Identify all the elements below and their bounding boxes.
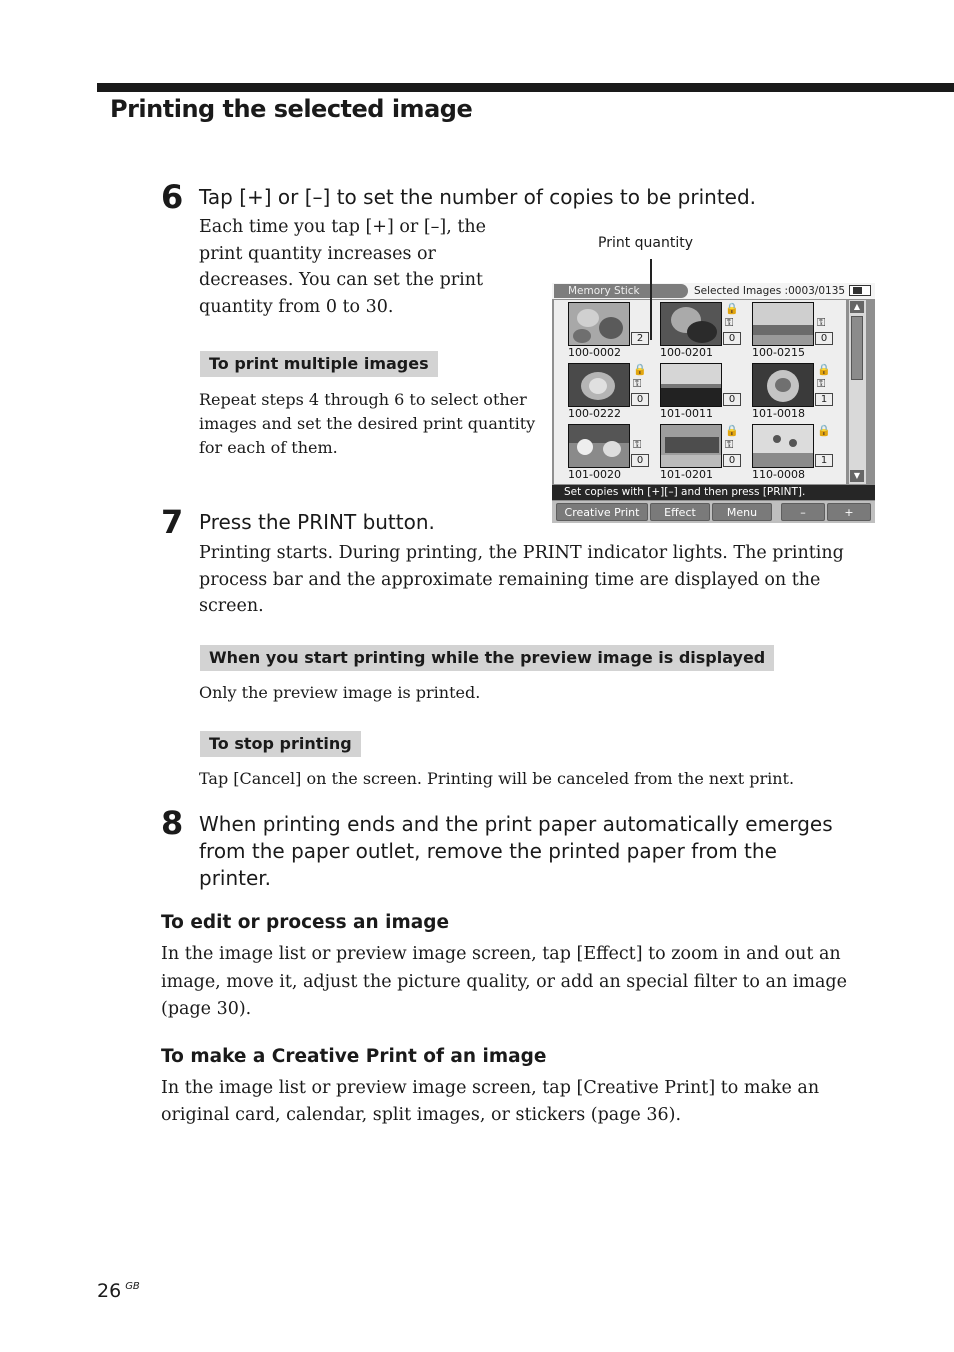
region-code: GB <box>125 1281 140 1292</box>
print-quantity-callout: Print quantity <box>598 235 694 251</box>
image-filename: 100-0201 <box>660 346 713 359</box>
image-thumbnail <box>660 302 722 346</box>
memory-stick-tab[interactable]: Memory Stick <box>554 284 688 298</box>
body-line: In the image list or preview image screen, tap [Effect] to zoom in and out an <box>161 944 841 964</box>
screen-top-bar <box>552 283 875 299</box>
printer-screen <box>552 283 875 523</box>
key-icon: ⚿ <box>817 377 826 390</box>
heading-line: printer. <box>199 866 272 890</box>
key-icon: ⚿ <box>633 438 642 451</box>
callout-line <box>650 259 652 340</box>
header-rule <box>97 83 954 92</box>
note-line: Repeat steps 4 through 6 to select other <box>199 390 527 409</box>
image-grid <box>554 300 846 484</box>
key-icon: ⚿ <box>725 438 734 451</box>
image-thumbnail <box>568 302 630 346</box>
print-count: 0 <box>723 454 741 467</box>
body-line: Printing starts. During printing, the PRINT indicator lights. The printing <box>199 543 844 563</box>
image-cell[interactable] <box>554 300 646 361</box>
print-count: 0 <box>631 393 649 406</box>
image-filename: 100-0222 <box>568 407 621 420</box>
note-text-preview: Only the preview image is printed. <box>199 683 481 702</box>
print-count: 1 <box>815 393 833 406</box>
step-7-body <box>199 540 844 620</box>
scroll-down-icon[interactable]: ▼ <box>850 470 864 482</box>
page-footer <box>97 1280 140 1302</box>
screen-message: Set copies with [+][–] and then press [PRINT]. <box>552 485 875 500</box>
image-filename: 100-0002 <box>568 346 621 359</box>
body-line: Each time you tap [+] or [–], the <box>199 217 487 237</box>
image-filename: 100-0215 <box>752 346 805 359</box>
body-line: quantity from 0 to 30. <box>199 296 394 317</box>
image-cell[interactable] <box>738 422 830 483</box>
lock-icon: 🔒 <box>817 424 831 437</box>
page-number: 26 <box>97 1280 122 1302</box>
scroll-thumb[interactable] <box>851 316 863 380</box>
image-filename: 110-0008 <box>752 468 805 481</box>
note-label-stop: To stop printing <box>200 731 361 757</box>
menu-button[interactable]: Menu <box>712 503 772 521</box>
step-6-heading: Tap [+] or [–] to set the number of copies to be printed. <box>199 185 757 209</box>
step-7-heading: Press the PRINT button. <box>199 510 435 534</box>
image-thumbnail <box>660 363 722 407</box>
key-icon: ⚿ <box>817 316 826 329</box>
scrollbar[interactable] <box>849 300 866 484</box>
body-line: print quantity increases or <box>199 243 436 264</box>
effect-button[interactable]: Effect <box>650 503 710 521</box>
note-label-preview: When you start printing while the preview image is displayed <box>200 645 774 671</box>
body-line: screen. <box>199 596 264 616</box>
body-line: decreases. You can set the print <box>199 270 484 290</box>
note-text-multiple <box>199 388 535 460</box>
note-line: for each of them. <box>199 438 338 457</box>
lock-icon: 🔒 <box>725 302 739 315</box>
minus-button[interactable]: – <box>781 503 825 521</box>
image-filename: 101-0011 <box>660 407 713 420</box>
body-line: process bar and the approximate remaining time are displayed on the <box>199 569 821 590</box>
print-count: 1 <box>815 454 833 467</box>
step-7-number: 7 <box>161 503 184 541</box>
image-thumbnail <box>660 424 722 468</box>
lock-icon: 🔒 <box>817 363 831 376</box>
image-cell[interactable] <box>646 300 738 361</box>
image-cell[interactable] <box>738 361 830 422</box>
key-icon: ⚿ <box>725 316 734 329</box>
heading-line: When printing ends and the print paper automatically emerges <box>199 812 833 836</box>
image-thumbnail <box>568 363 630 407</box>
image-thumbnail <box>568 424 630 468</box>
image-cell[interactable] <box>738 300 830 361</box>
print-count: 0 <box>631 454 649 467</box>
image-cell[interactable] <box>646 361 738 422</box>
print-count: 0 <box>723 393 741 406</box>
step-8-number: 8 <box>161 804 184 842</box>
image-cell[interactable] <box>554 422 646 483</box>
image-filename: 101-0020 <box>568 468 621 481</box>
image-filename: 101-0201 <box>660 468 713 481</box>
image-thumbnail <box>752 363 814 407</box>
step-6-number: 6 <box>161 178 184 216</box>
note-line: images and set the desired print quantity <box>199 414 536 433</box>
body-line: image, move it, adjust the picture quality, or add an special filter to an image <box>161 971 847 992</box>
heading-line: from the paper outlet, remove the printed paper from the <box>199 839 777 863</box>
lock-icon: 🔒 <box>633 363 647 376</box>
screen-button-bar <box>552 501 875 523</box>
key-icon: ⚿ <box>633 377 642 390</box>
image-filename: 101-0018 <box>752 407 805 420</box>
creative-subheading: To make a Creative Print of an image <box>161 1046 547 1067</box>
section-title: Printing the selected image <box>110 95 473 123</box>
note-label-multiple: To print multiple images <box>200 351 438 377</box>
print-count: 0 <box>815 332 833 345</box>
scroll-up-icon[interactable]: ▲ <box>850 301 864 313</box>
creative-print-button[interactable]: Creative Print <box>556 503 648 521</box>
edit-subheading: To edit or process an image <box>161 912 450 933</box>
plus-button[interactable]: + <box>827 503 871 521</box>
step-6-body <box>199 214 486 320</box>
body-line: In the image list or preview image screen, tap [Creative Print] to make an <box>161 1078 820 1098</box>
lock-icon: 🔒 <box>725 424 739 437</box>
body-line: original card, calendar, split images, or stickers (page 36). <box>161 1105 682 1125</box>
selected-images-info: Selected Images :0003/0135 <box>694 285 846 297</box>
body-line: (page 30). <box>161 999 252 1019</box>
edit-body <box>161 941 847 1024</box>
note-text-stop: Tap [Cancel] on the screen. Printing will be canceled from the next print. <box>199 769 795 788</box>
image-thumbnail <box>752 424 814 468</box>
print-count: 2 <box>631 332 649 345</box>
image-thumbnail <box>752 302 814 346</box>
step-8-heading <box>199 811 833 892</box>
battery-icon <box>849 285 871 296</box>
image-cell[interactable] <box>554 361 646 422</box>
image-cell[interactable] <box>646 422 738 483</box>
creative-body <box>161 1075 819 1129</box>
print-count: 0 <box>723 332 741 345</box>
